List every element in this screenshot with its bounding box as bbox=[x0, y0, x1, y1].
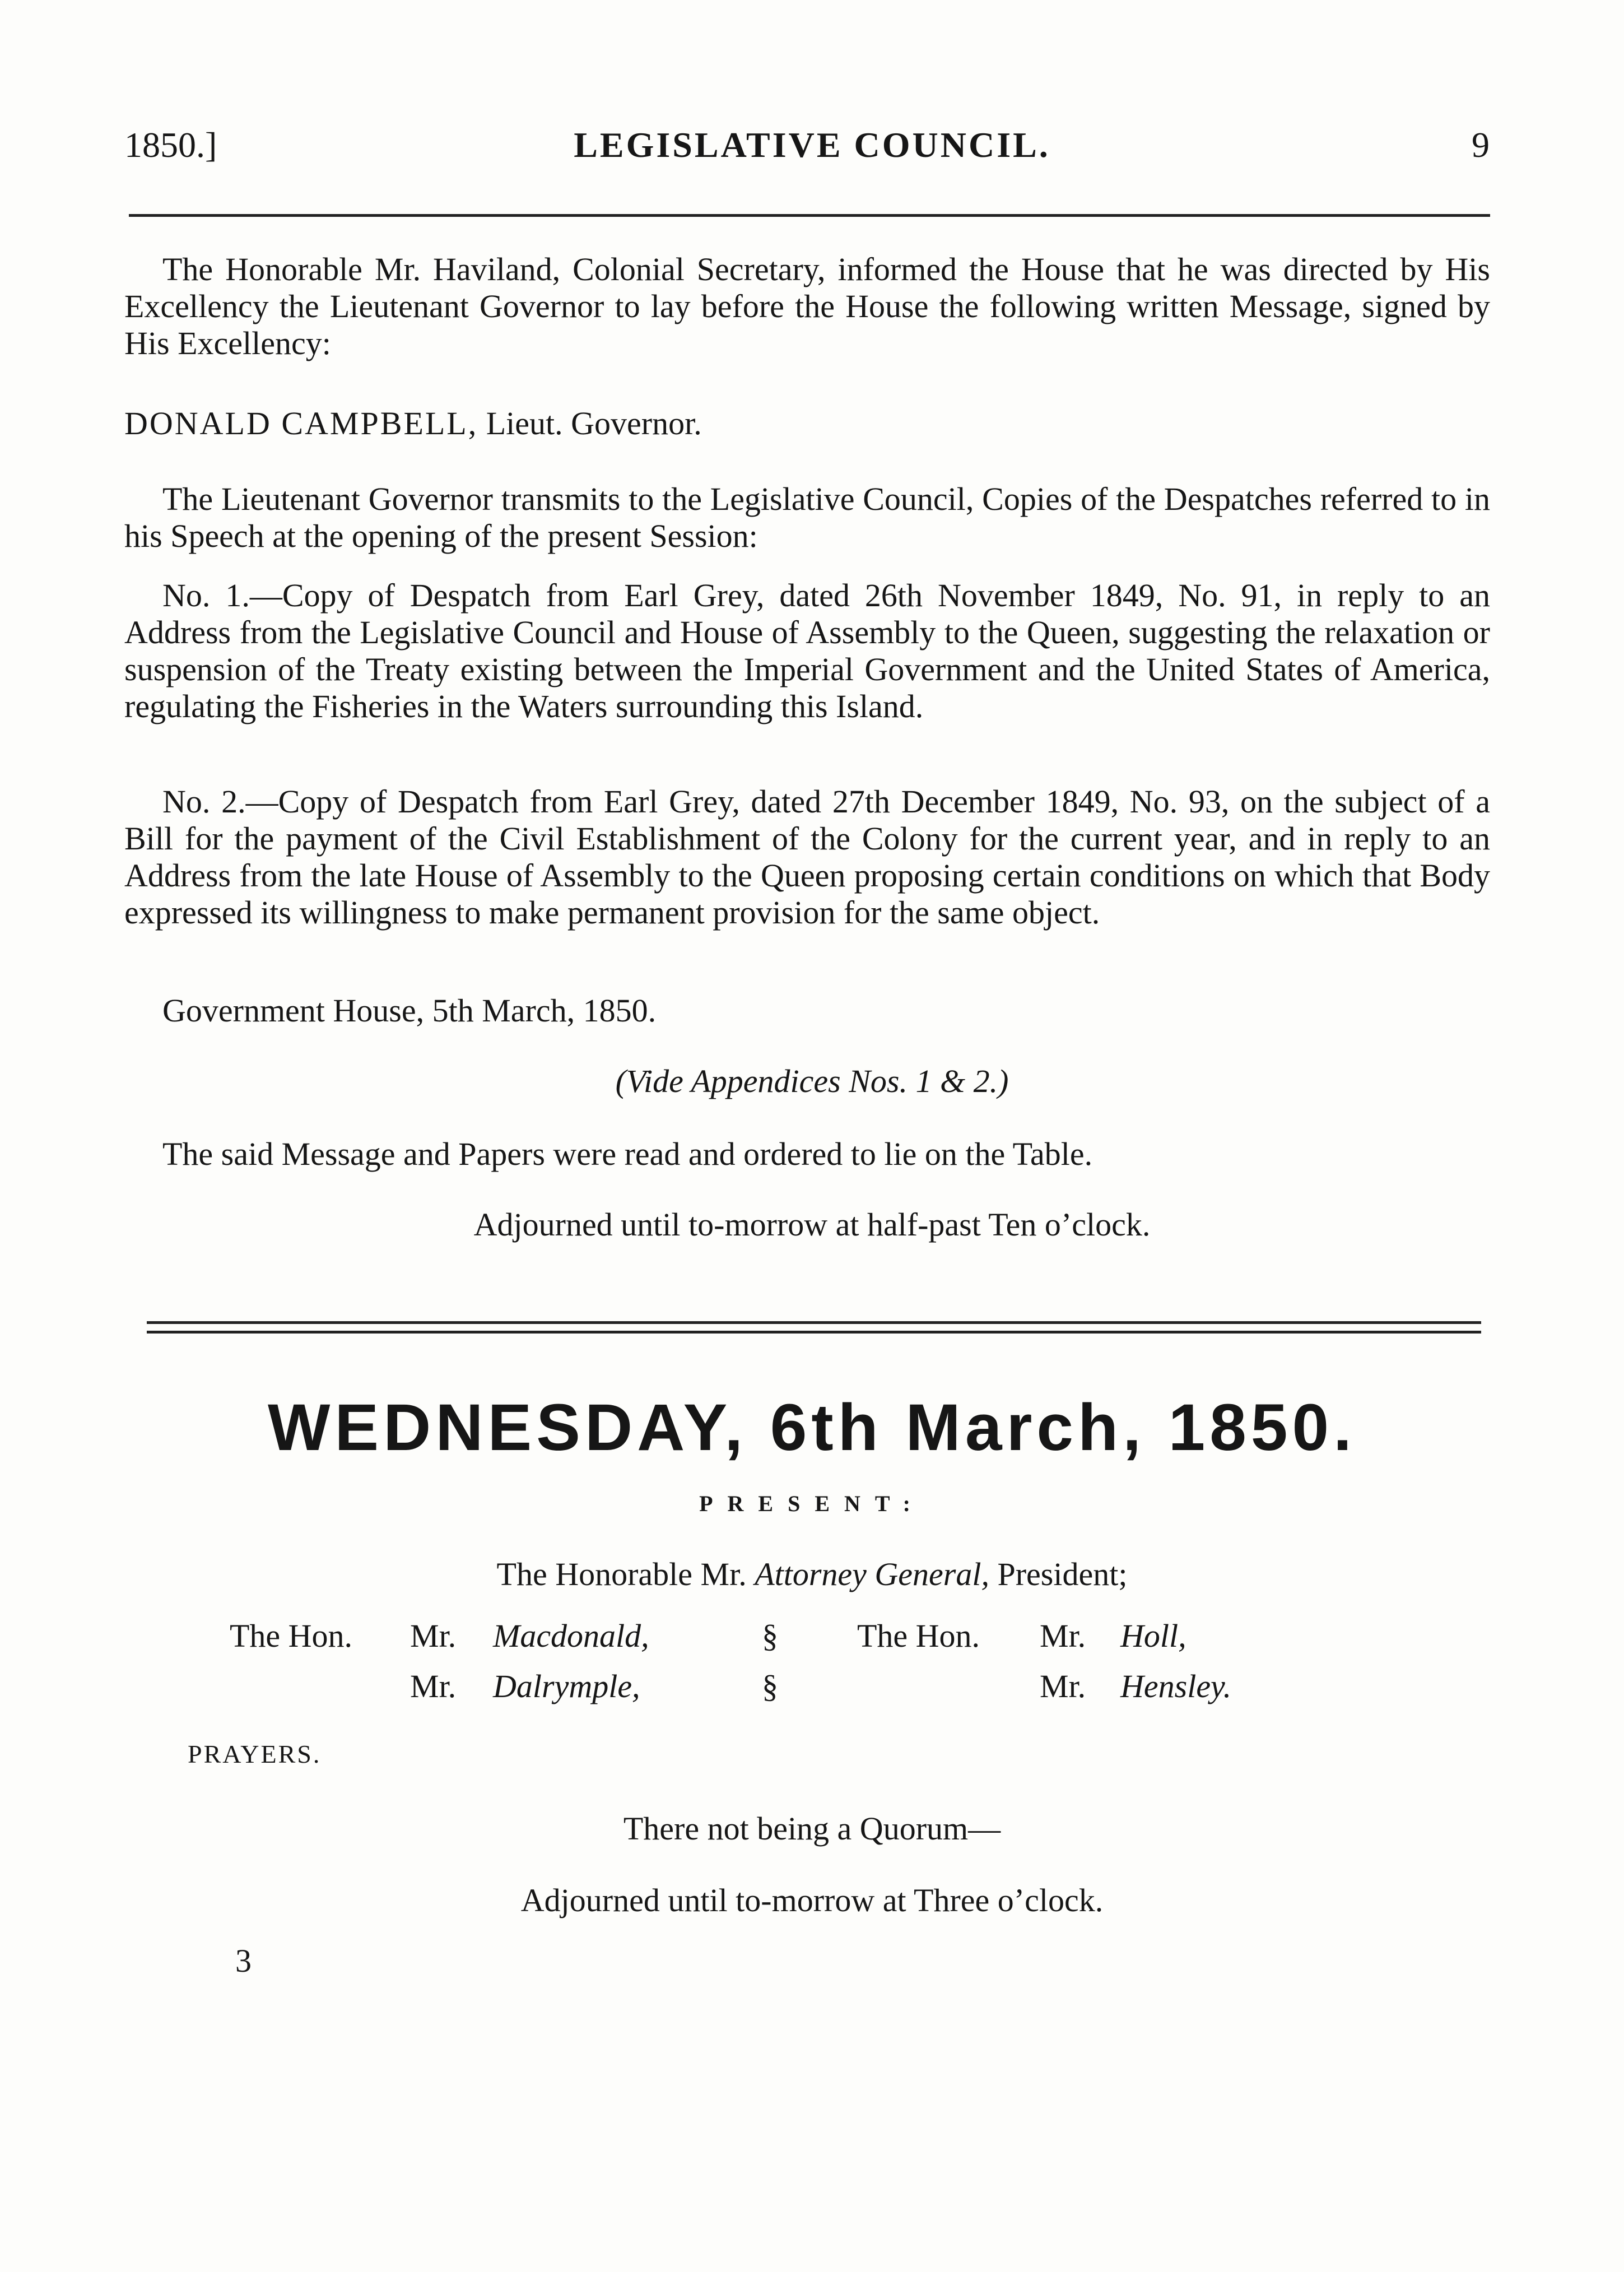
present-label: PRESENT: bbox=[699, 1491, 925, 1516]
despatch-item-1: No. 1.—Copy of Despatch from Earl Grey, dated 26th November 1849, No. 91, in reply to an Address from the Legislative Council and House of Assembly to the Queen, suggesting the relaxation or suspension of the Treaty existing between the Imperial Government and the United States of America, regulating the Fisheries in the Waters surrounding this Island. bbox=[124, 577, 1490, 724]
right-mr-1: Mr. bbox=[1040, 1618, 1086, 1654]
running-head-year: 1850.] bbox=[124, 125, 217, 165]
left-mr-1: Mr. bbox=[410, 1618, 457, 1654]
section-mark-2: § bbox=[762, 1668, 778, 1704]
despatch-item-2: No. 2.—Copy of Despatch from Earl Grey, dated 27th December 1849, No. 93, on the subject of a Bill for the payment of the Civil Establishment of the Colony for the current year, and in reply to an Address from the late House of Assembly to the Queen proposing certain conditions on which that Body expressed its willingness to make permanent provision for the same object. bbox=[124, 783, 1490, 931]
page-number: 9 bbox=[1472, 125, 1490, 165]
running-head-title: LEGISLATIVE COUNCIL. bbox=[574, 125, 1050, 165]
member-holl: Holl, bbox=[1120, 1618, 1186, 1654]
left-mr-2: Mr. bbox=[410, 1668, 457, 1704]
member-macdonald: Macdonald, bbox=[493, 1618, 649, 1654]
signatory-name: DONALD CAMPBELL, bbox=[124, 405, 478, 442]
right-mr-2: Mr. bbox=[1040, 1668, 1086, 1704]
no-quorum-line: There not being a Quorum— bbox=[623, 1810, 1001, 1847]
adjournment-line-1: Adjourned until to-morrow at half-past Ten o’clock. bbox=[473, 1206, 1151, 1243]
adjournment-line-2: Adjourned until to-morrow at Three o’clock. bbox=[520, 1882, 1104, 1918]
read-ordered-line: The said Message and Papers were read and ordered to lie on the Table. bbox=[162, 1136, 1093, 1172]
president-name: Attorney General, bbox=[755, 1556, 989, 1592]
section-divider bbox=[147, 1321, 1481, 1334]
signature-mark: 3 bbox=[235, 1943, 252, 1979]
day-heading: WEDNESDAY, 6th March, 1850. bbox=[268, 1391, 1356, 1465]
president-role: President; bbox=[997, 1556, 1128, 1592]
president-prefix: The Honorable Mr. bbox=[496, 1556, 747, 1592]
member-dalrymple: Dalrymple, bbox=[493, 1668, 640, 1704]
intro-paragraph: The Honorable Mr. Haviland, Colonial Secretary, informed the House that he was directed by His Excellency the Lieutenant Governor to lay before the House the following written Message, signed by His Excellency: bbox=[124, 251, 1490, 361]
member-hensley: Hensley. bbox=[1120, 1668, 1232, 1704]
vide-appendices: (Vide Appendices Nos. 1 & 2.) bbox=[615, 1063, 1009, 1099]
prayers-label: PRAYERS. bbox=[188, 1740, 322, 1768]
signatory-title: Lieut. Governor. bbox=[486, 405, 702, 442]
message-paragraph: The Lieutenant Governor transmits to the Legislative Council, Copies of the Despatches referred to in his Speech at the opening of the present Session: bbox=[124, 481, 1490, 554]
president-line bbox=[0, 1555, 1624, 1593]
message-signatory bbox=[124, 405, 702, 442]
header-rule bbox=[129, 214, 1490, 217]
section-mark-1: § bbox=[762, 1618, 778, 1654]
left-hon-label: The Hon. bbox=[230, 1618, 353, 1654]
right-hon-label: The Hon. bbox=[857, 1618, 980, 1654]
dateline: Government House, 5th March, 1850. bbox=[162, 992, 657, 1029]
